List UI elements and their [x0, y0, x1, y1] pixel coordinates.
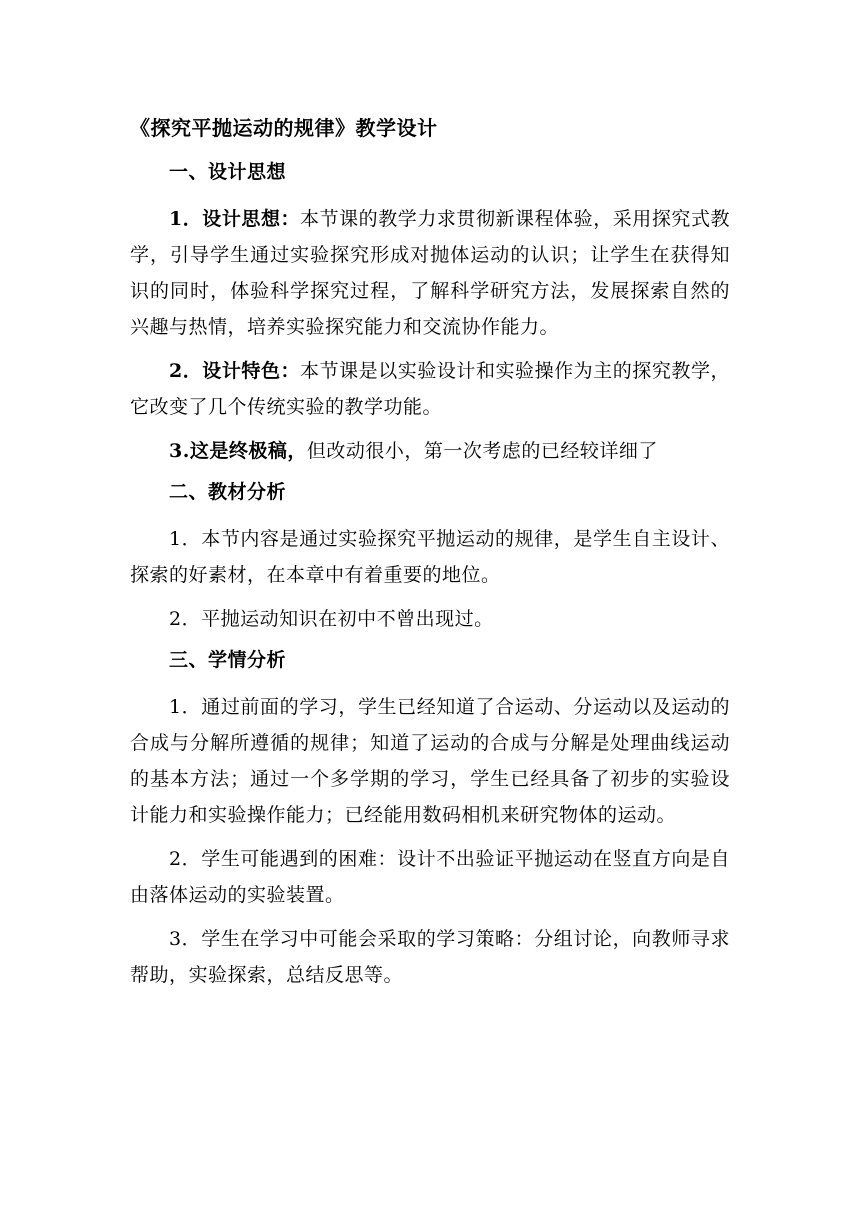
paragraph-design-idea — [130, 201, 730, 345]
section-heading-student-analysis: 三、学情分析 — [169, 649, 287, 671]
section-heading-material-analysis: 二、教材分析 — [169, 481, 287, 503]
document-page — [130, 113, 730, 1001]
paragraph-material-1: 1．本节内容是通过实验探究平抛运动的规律，是学生自主设计、探索的好素材，在本章中有着重要的地位。 — [130, 528, 730, 586]
paragraph-text: 本节课是以实验设计和实验操作为主的探究教学，它改变了几个传统实验的教学功能。 — [130, 360, 730, 418]
document-title: 《探究平抛运动的规律》教学设计 — [130, 116, 438, 140]
paragraph-student-2: 2．学生可能遇到的困难：设计不出验证平抛运动在竖直方向是自由落体运动的实验装置。 — [130, 848, 730, 906]
paragraph-material-2: 2．平抛运动知识在初中不曾出现过。 — [169, 608, 494, 630]
paragraph-student-3: 3．学生在学习中可能会采取的学习策略：分组讨论，向教师寻求帮助，实验探索，总结反思等。 — [130, 928, 730, 986]
paragraph-lead: 3.这是终极稿， — [169, 440, 307, 462]
paragraph-text: 本节课的教学力求贯彻新课程体验，采用探究式教学，引导学生通过实验探究形成对抛体运动的认识；让学生在获得知识的同时，体验科学探究过程，了解科学研究方法，发展探索自然的兴趣与热情，培养实验探究能力和交流协作能力。 — [130, 208, 730, 338]
paragraph-student-1: 1．通过前面的学习，学生已经知道了合运动、分运动以及运动的合成与分解所遵循的规律；知道了运动的合成与分解是处理曲线运动的基本方法；通过一个多学期的学习，学生已经具备了初步的实验设计能力和实验操作能力；已经能用数码相机来研究物体的运动。 — [130, 696, 730, 826]
paragraph-design-feature — [130, 353, 730, 425]
paragraph-lead: 1．设计思想： — [169, 208, 301, 230]
section-heading-design-idea: 一、设计思想 — [169, 161, 287, 183]
paragraph-text: 但改动很小，第一次考虑的已经较详细了 — [306, 440, 658, 462]
paragraph-final-draft — [130, 433, 730, 469]
paragraph-lead: 2．设计特色： — [169, 360, 301, 382]
